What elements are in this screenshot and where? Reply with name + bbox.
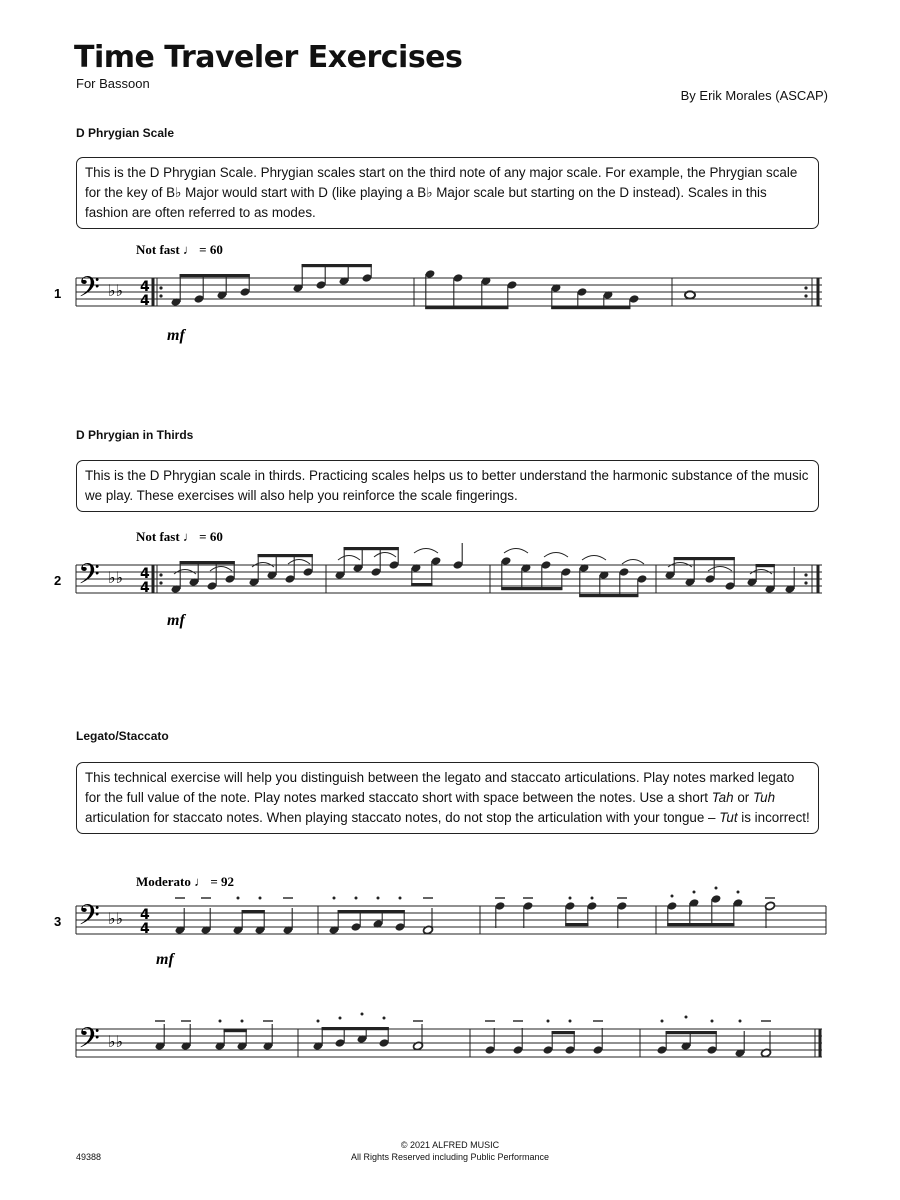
slur [544,553,568,558]
staccato-dot [569,1020,572,1023]
staccato-dot [711,1020,714,1023]
slur [210,567,232,572]
staccato-dot [237,897,240,900]
staccato-dot [383,1017,386,1020]
staccato-dot [693,891,696,894]
beam [180,274,250,277]
section-heading: D Phrygian Scale [76,126,175,140]
time-sig-top: 4 [140,279,150,295]
staccato-dot [317,1020,320,1023]
key-signature: ♭♭ [108,281,124,300]
key-signature: ♭♭ [108,1032,124,1051]
instruction-box [76,157,819,229]
bass-clef: 𝄢 [78,899,100,939]
dynamic-marking: mf [167,327,185,344]
beam [674,557,735,560]
tempo-marking: Not fast ♩ = 60 [136,242,223,257]
beam [579,594,638,597]
section-heading: D Phrygian in Thirds [76,428,194,442]
bass-clef: 𝄢 [78,271,100,311]
instruction-box [76,460,819,512]
slur [708,567,732,572]
beam [666,1031,717,1034]
staccato-dot [661,1020,664,1023]
beam [322,1027,389,1030]
beam [338,910,405,913]
staccato-dot [333,897,336,900]
beam [756,564,775,567]
slur [414,549,438,554]
slur [504,549,528,554]
instruction-box [76,762,819,834]
staccato-dot [377,897,380,900]
music-staff [0,868,900,978]
staccato-dot [671,895,674,898]
staccato-dot [547,1020,550,1023]
time-sig-bottom: 4 [140,580,150,596]
time-sig-top: 4 [140,907,150,923]
dynamic-marking: mf [156,951,174,968]
slur [338,556,360,561]
dynamic-marking: mf [167,612,185,629]
slur [374,553,396,558]
slur [582,556,606,561]
exercise-number: 2 [54,573,62,588]
key-signature: ♭♭ [108,909,124,928]
music-staff [0,523,900,633]
exercise-number: 1 [54,286,62,301]
staccato-dot [355,897,358,900]
beam [411,583,432,586]
composer-credit: By Erik Morales (ASCAP) [680,88,828,103]
slur [622,560,644,565]
page-title: Time Traveler Exercises [74,40,463,75]
beam [242,910,265,913]
section-heading: Legato/Staccato [76,729,169,743]
staccato-dot [737,891,740,894]
staccato-dot [399,897,402,900]
beam [344,547,399,550]
beam [302,264,372,267]
time-sig-bottom: 4 [140,293,150,309]
staccato-dot [739,1020,742,1023]
beam [425,306,508,309]
staccato-dot [569,897,572,900]
key-signature: ♭♭ [108,568,124,587]
catalog-number: 49388 [76,1152,102,1162]
exercise-number: 3 [54,914,62,929]
beam [552,1031,575,1034]
beam [565,923,588,926]
beam [180,561,235,564]
time-sig-bottom: 4 [140,921,150,937]
staccato-dot [219,1020,222,1023]
bass-clef: 𝄢 [78,1022,100,1062]
instruction-text: This technical exercise will help you distinguish between the legato and staccato articulations. Play notes marked legato for the full value of the note. Play notes marked staccato short with space between the notes. Use a short Tah or Tuh articulation for staccato notes. When playing staccato notes, do not stop the articulation with your tongue – Tut is incorrect! [85,770,810,825]
tempo-marking: Moderato ♩ = 92 [136,874,235,889]
tempo-marking: Not fast ♩ = 60 [136,529,223,544]
instruction-text: This is the D Phrygian scale in thirds. Practicing scales helps us to better understand the harmonic substance of the music we play. These exercises will also help you reinforce the scale fingerings. [85,468,809,503]
time-sig-top: 4 [140,566,150,582]
slur [288,560,310,565]
staccato-dot [361,1013,364,1016]
page-subtitle: For Bassoon [76,76,150,91]
beam [667,923,734,926]
beam [224,1029,247,1032]
music-staff [0,1005,900,1085]
staccato-dot [259,897,262,900]
instruction-text: This is the D Phrygian Scale. Phrygian scales start on the third note of any major scale. For example, the Phrygian scale for the key of B♭ Major would start with D (like playing a B♭ Major scale but starting on the D instead). Scales in this fashion are often referred to as modes. [85,165,798,220]
staccato-dot [715,887,718,890]
staccato-dot [339,1017,342,1020]
staccato-dot [241,1020,244,1023]
beam [551,306,630,309]
staccato-dot [591,897,594,900]
beam [258,554,313,557]
staccato-dot [685,1016,688,1019]
bass-clef: 𝄢 [78,558,100,598]
beam [501,587,562,590]
footer-copyright: © 2021 ALFRED MUSIC All Rights Reserved including Public Performance [350,1140,550,1162]
music-staff [0,236,900,346]
